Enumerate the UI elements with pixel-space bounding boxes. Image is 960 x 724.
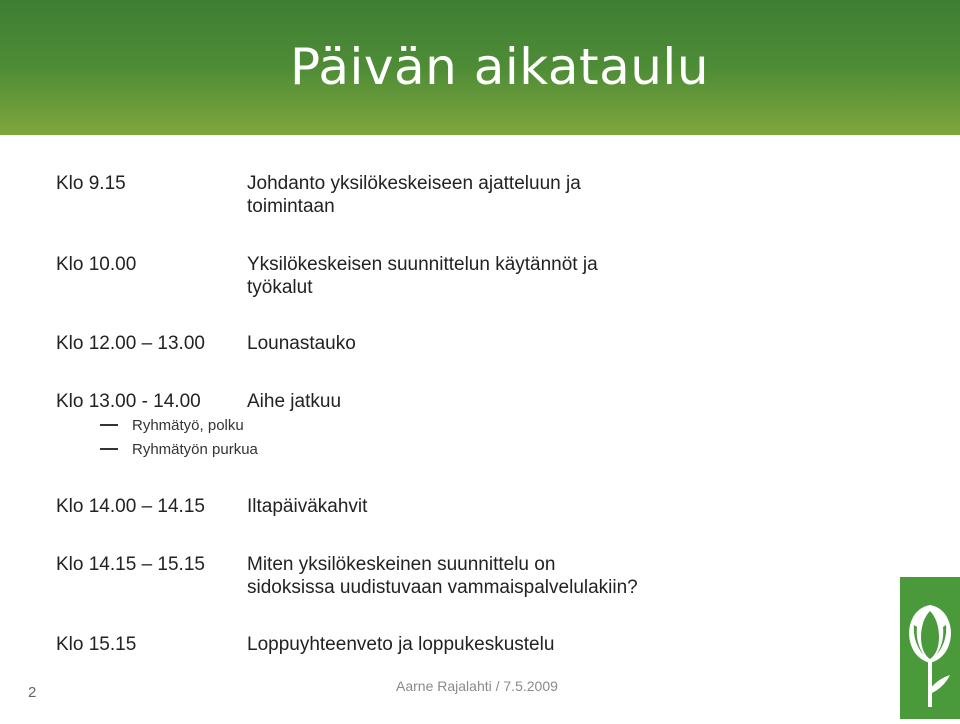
agenda-description [247, 172, 581, 218]
agenda-time: Klo 10.00 [56, 254, 137, 275]
agenda-time: Klo 14.15 – 15.15 [56, 554, 205, 575]
footer-text: Aarne Rajalahti / 7.5.2009 [396, 678, 558, 694]
agenda-description [247, 495, 367, 518]
agenda-description [247, 332, 356, 355]
page-title: Päivän aikataulu [290, 38, 710, 96]
dash-bullet-icon [100, 424, 118, 426]
agenda-subitem [100, 416, 244, 436]
tulip-logo-icon [900, 577, 960, 719]
agenda-subitem-label: Ryhmätyö, polku [132, 417, 244, 434]
agenda-description-line: toimintaan [247, 196, 335, 217]
agenda-subitem [100, 440, 258, 460]
agenda-time: Klo 15.15 [56, 634, 137, 655]
agenda-description-line: Iltapäiväkahvit [247, 496, 368, 517]
agenda-description-line: Lounastauko [247, 333, 356, 354]
agenda-description-line: Loppuyhteenveto ja loppukeskustelu [247, 634, 555, 655]
agenda-description [247, 253, 598, 299]
agenda-subitem-label: Ryhmätyön purkua [132, 441, 258, 458]
agenda-time: Klo 14.00 – 14.15 [56, 496, 205, 517]
agenda-time: Klo 13.00 - 14.00 [56, 391, 201, 412]
agenda-description-line: Miten yksilökeskeinen suunnittelu on [247, 554, 556, 575]
agenda-description-line: Johdanto yksilökeskeiseen ajatteluun ja [247, 173, 581, 194]
page-number: 2 [28, 684, 37, 701]
agenda-description-line: Aihe jatkuu [247, 391, 342, 412]
agenda-time: Klo 12.00 – 13.00 [56, 333, 205, 354]
agenda-description [247, 553, 638, 599]
dash-bullet-icon [100, 448, 118, 450]
agenda-description-line: sidoksissa uudistuvaan vammaispalvelulakiin? [247, 577, 638, 598]
agenda-description [247, 633, 554, 656]
agenda-description-line: työkalut [247, 277, 313, 298]
agenda-time: Klo 9.15 [56, 173, 126, 194]
agenda-description-line: Yksilökeskeisen suunnittelun käytännöt ja [247, 254, 598, 275]
agenda-description [247, 390, 341, 413]
